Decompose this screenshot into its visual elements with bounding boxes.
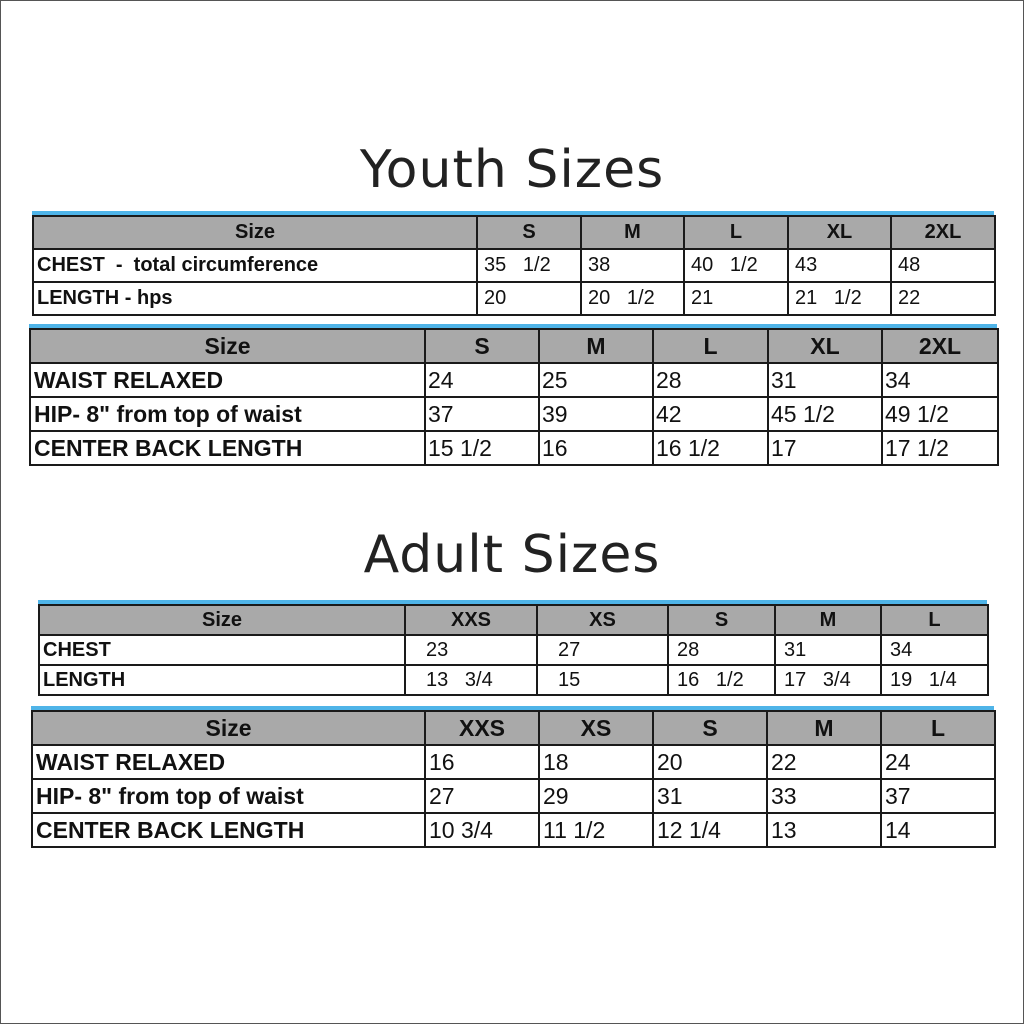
- cell-value: 13 3/4: [405, 665, 537, 695]
- header-l: L: [881, 711, 995, 745]
- cell-value: 21 1/2: [788, 282, 891, 315]
- cell-value: 27: [425, 779, 539, 813]
- header-size: Size: [39, 605, 405, 635]
- cell-value: 15 1/2: [425, 431, 539, 465]
- row-label: CENTER BACK LENGTH: [32, 813, 425, 847]
- cell-value: 24: [881, 745, 995, 779]
- adult-bottom-table: [31, 706, 994, 848]
- row-label: HIP- 8" from top of waist: [30, 397, 425, 431]
- cell-value: 24: [425, 363, 539, 397]
- cell-value: 16: [425, 745, 539, 779]
- table-row: [30, 397, 998, 431]
- header-l: L: [881, 605, 988, 635]
- cell-value: 42: [653, 397, 768, 431]
- adult-top-table: [38, 600, 987, 696]
- row-label: WAIST RELAXED: [30, 363, 425, 397]
- cell-value: 33: [767, 779, 881, 813]
- table-row: [33, 249, 995, 282]
- row-label: HIP- 8" from top of waist: [32, 779, 425, 813]
- header-xs: XS: [539, 711, 653, 745]
- header-2xl: 2XL: [882, 329, 998, 363]
- cell-value: 35 1/2: [477, 249, 581, 282]
- header-size: Size: [32, 711, 425, 745]
- cell-value: 18: [539, 745, 653, 779]
- header-s: S: [653, 711, 767, 745]
- cell-value: 16 1/2: [653, 431, 768, 465]
- cell-value: 28: [668, 635, 775, 665]
- cell-value: 25: [539, 363, 653, 397]
- table-row: [32, 745, 995, 779]
- header-size: Size: [30, 329, 425, 363]
- header-size: Size: [33, 216, 477, 249]
- cell-value: 34: [881, 635, 988, 665]
- header-m: M: [767, 711, 881, 745]
- table-row: [32, 779, 995, 813]
- cell-value: 11 1/2: [539, 813, 653, 847]
- youth-sizes-title: Youth Sizes: [359, 140, 665, 200]
- row-label: CHEST: [39, 635, 405, 665]
- row-label: LENGTH: [39, 665, 405, 695]
- row-label: LENGTH - hps: [33, 282, 477, 315]
- cell-value: 38: [581, 249, 684, 282]
- cell-value: 12 1/4: [653, 813, 767, 847]
- youth-top-table: [32, 211, 994, 316]
- cell-value: 31: [653, 779, 767, 813]
- header-s: S: [668, 605, 775, 635]
- row-label: CENTER BACK LENGTH: [30, 431, 425, 465]
- cell-value: 29: [539, 779, 653, 813]
- cell-value: 39: [539, 397, 653, 431]
- table-row: [30, 363, 998, 397]
- header-l: L: [653, 329, 768, 363]
- cell-value: 20: [653, 745, 767, 779]
- table-row: [30, 431, 998, 465]
- cell-value: 17: [768, 431, 882, 465]
- cell-value: 31: [768, 363, 882, 397]
- cell-value: 16 1/2: [668, 665, 775, 695]
- cell-value: 49 1/2: [882, 397, 998, 431]
- table-header-row: [39, 605, 988, 635]
- header-s: S: [477, 216, 581, 249]
- header-xl: XL: [788, 216, 891, 249]
- cell-value: 37: [425, 397, 539, 431]
- table-row: [33, 282, 995, 315]
- cell-value: 45 1/2: [768, 397, 882, 431]
- cell-value: 31: [775, 635, 881, 665]
- table-row: [32, 813, 995, 847]
- cell-value: 20 1/2: [581, 282, 684, 315]
- header-m: M: [539, 329, 653, 363]
- table-header-row: [33, 216, 995, 249]
- cell-value: 23: [405, 635, 537, 665]
- header-m: M: [581, 216, 684, 249]
- table-header-row: [30, 329, 998, 363]
- youth-bottom-table: [29, 324, 997, 466]
- cell-value: 13: [767, 813, 881, 847]
- cell-value: 19 1/4: [881, 665, 988, 695]
- header-xl: XL: [768, 329, 882, 363]
- cell-value: 17 3/4: [775, 665, 881, 695]
- cell-value: 17 1/2: [882, 431, 998, 465]
- table-header-row: [32, 711, 995, 745]
- header-xxs: XXS: [425, 711, 539, 745]
- header-s: S: [425, 329, 539, 363]
- cell-value: 27: [537, 635, 668, 665]
- cell-value: 16: [539, 431, 653, 465]
- cell-value: 20: [477, 282, 581, 315]
- row-label: WAIST RELAXED: [32, 745, 425, 779]
- header-l: L: [684, 216, 788, 249]
- cell-value: 40 1/2: [684, 249, 788, 282]
- cell-value: 28: [653, 363, 768, 397]
- cell-value: 22: [767, 745, 881, 779]
- cell-value: 14: [881, 813, 995, 847]
- cell-value: 48: [891, 249, 995, 282]
- adult-sizes-title: Adult Sizes: [363, 525, 661, 585]
- row-label: CHEST - total circumference: [33, 249, 477, 282]
- cell-value: 43: [788, 249, 891, 282]
- table-row: [39, 635, 988, 665]
- cell-value: 37: [881, 779, 995, 813]
- cell-value: 21: [684, 282, 788, 315]
- table-row: [39, 665, 988, 695]
- cell-value: 34: [882, 363, 998, 397]
- cell-value: 15: [537, 665, 668, 695]
- header-m: M: [775, 605, 881, 635]
- header-xs: XS: [537, 605, 668, 635]
- header-xxs: XXS: [405, 605, 537, 635]
- cell-value: 10 3/4: [425, 813, 539, 847]
- header-2xl: 2XL: [891, 216, 995, 249]
- cell-value: 22: [891, 282, 995, 315]
